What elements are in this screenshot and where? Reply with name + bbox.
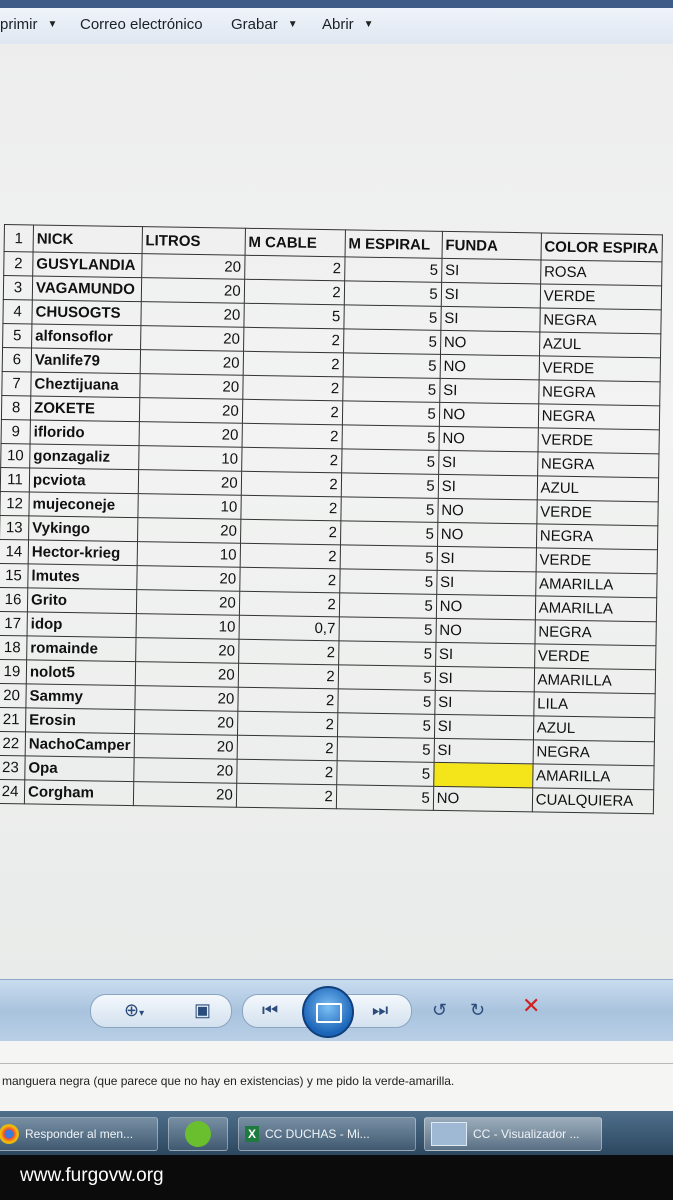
row-number: 5	[3, 323, 32, 347]
cell-litros[interactable]: 20	[138, 470, 241, 496]
cell-litros[interactable]: 20	[135, 662, 238, 688]
header-cable: M CABLE	[245, 228, 345, 257]
cell-color[interactable]: VERDE	[538, 428, 660, 454]
row-number: 3	[3, 276, 32, 300]
cell-color[interactable]: VERDE	[536, 548, 658, 574]
cell-cable[interactable]: 2	[242, 399, 342, 425]
task-photo-viewer[interactable]	[424, 1117, 602, 1151]
cell-nick[interactable]: Grito	[27, 588, 136, 614]
open-menu[interactable]	[322, 16, 374, 33]
cell-cable[interactable]: 2	[242, 375, 342, 401]
cell-nick[interactable]: nolot5	[26, 660, 135, 686]
cell-color[interactable]: VERDE	[540, 284, 662, 310]
cell-nick[interactable]: NachoCamper	[25, 732, 134, 758]
cell-nick[interactable]: pcviota	[29, 468, 138, 494]
cell-color[interactable]: NEGRA	[538, 404, 660, 430]
cell-espiral[interactable]: 5	[341, 497, 438, 523]
cell-funda[interactable]: NO	[439, 402, 538, 428]
cell-nick[interactable]: VAGAMUNDO	[32, 276, 141, 302]
cell-funda[interactable]: SI	[441, 306, 540, 332]
cell-espiral[interactable]: 5	[336, 761, 433, 787]
cell-espiral[interactable]: 5	[339, 617, 436, 643]
cell-funda[interactable]: NO	[439, 426, 538, 452]
row-number: 15	[0, 563, 28, 587]
cell-cable[interactable]: 2	[238, 663, 338, 689]
cell-nick[interactable]: Opa	[25, 756, 134, 782]
cell-cable[interactable]: 5	[244, 303, 344, 329]
cell-litros[interactable]: 10	[136, 614, 239, 640]
cell-nick[interactable]: Hector-krieg	[28, 540, 137, 566]
rotate-right-icon[interactable]: ↻	[470, 1000, 486, 1020]
cell-cable[interactable]: 2	[237, 711, 337, 737]
cell-color[interactable]: VERDE	[534, 644, 656, 670]
cell-litros[interactable]: 20	[133, 758, 236, 784]
cell-litros[interactable]: 20	[136, 566, 239, 592]
cell-cable[interactable]: 2	[241, 495, 341, 521]
taskbar	[0, 1111, 673, 1155]
task-label: Responder al men...	[25, 1127, 134, 1141]
cell-cable[interactable]: 2	[237, 735, 337, 761]
cell-funda[interactable]: SI	[435, 666, 534, 692]
cell-funda[interactable]: SI	[435, 642, 534, 668]
cell-cable[interactable]: 2	[242, 423, 342, 449]
cell-cable[interactable]: 2	[236, 783, 336, 809]
caret-down-icon[interactable]: ▼	[47, 19, 58, 30]
cell-espiral[interactable]: 5	[344, 257, 441, 283]
row-number: 6	[2, 347, 31, 371]
header-funda: FUNDA	[442, 231, 541, 260]
cell-color[interactable]: AZUL	[537, 476, 659, 502]
cell-nick[interactable]: romainde	[27, 636, 136, 662]
cell-espiral[interactable]: 5	[341, 473, 438, 499]
cell-color[interactable]: VERDE	[537, 500, 659, 526]
cell-funda[interactable]: NO	[440, 330, 539, 356]
cell-funda[interactable]: SI	[434, 738, 533, 764]
row-number: 8	[1, 395, 30, 419]
header-nick: NICK	[33, 225, 142, 254]
cell-espiral[interactable]: 5	[344, 281, 441, 307]
cell-espiral[interactable]: 5	[337, 737, 434, 763]
cell-espiral[interactable]: 5	[338, 689, 435, 715]
print-label: primir	[0, 16, 38, 33]
cell-color[interactable]: AZUL	[539, 332, 661, 358]
task-excel[interactable]	[238, 1117, 416, 1151]
cell-color[interactable]: CUALQUIERA	[532, 788, 654, 814]
row-number: 17	[0, 611, 27, 635]
task-label: CC DUCHAS - Mi...	[265, 1127, 370, 1141]
cell-nick[interactable]: Cheztijuana	[31, 372, 140, 398]
cell-litros[interactable]: 20	[133, 782, 236, 808]
row-number: 21	[0, 707, 26, 731]
cell-nick[interactable]: lmutes	[28, 564, 137, 590]
cell-funda[interactable]: SI	[437, 546, 536, 572]
cell-color[interactable]: AMARILLA	[535, 572, 657, 598]
row-number: 16	[0, 587, 28, 611]
spreadsheet	[0, 224, 663, 814]
utorrent-icon	[185, 1121, 211, 1147]
cell-cable[interactable]: 2	[241, 471, 341, 497]
cell-litros[interactable]: 20	[137, 518, 240, 544]
cell-espiral[interactable]: 5	[343, 353, 440, 379]
task-chrome[interactable]	[0, 1117, 158, 1151]
row-number: 14	[0, 539, 29, 563]
cell-cable[interactable]: 2	[241, 447, 341, 473]
cell-nick[interactable]: Erosin	[26, 708, 135, 734]
cell-color[interactable]: NEGRA	[533, 740, 655, 766]
cell-litros[interactable]: 20	[141, 278, 244, 304]
watermark-text: www.furgovw.org	[20, 1165, 164, 1186]
cell-litros[interactable]: 20	[134, 734, 237, 760]
cell-espiral[interactable]: 5	[341, 449, 438, 475]
cell-funda[interactable]: NO	[436, 618, 535, 644]
cell-espiral[interactable]: 5	[339, 569, 436, 595]
cell-cable[interactable]: 2	[244, 255, 344, 281]
divider	[0, 1063, 673, 1064]
header-litros: LITROS	[142, 227, 245, 256]
cell-espiral[interactable]: 5	[337, 713, 434, 739]
row-number: 18	[0, 635, 27, 659]
viewer-toolbar	[0, 0, 673, 45]
cell-litros[interactable]: 20	[135, 686, 238, 712]
spreadsheet-table	[0, 224, 663, 814]
cell-nick[interactable]: Vykingo	[29, 516, 138, 542]
print-menu[interactable]	[0, 16, 57, 33]
cell-cable[interactable]: 2	[238, 639, 338, 665]
cell-color[interactable]: LILA	[534, 692, 656, 718]
task-label: CC - Visualizador ...	[473, 1127, 580, 1141]
cell-color[interactable]: ROSA	[540, 260, 662, 286]
cell-funda[interactable]: SI	[434, 714, 533, 740]
burn-menu[interactable]	[231, 16, 298, 33]
row-number: 7	[2, 371, 31, 395]
zoom-icon[interactable]: ⊕▾	[124, 1000, 145, 1020]
cell-funda[interactable]: NO	[440, 354, 539, 380]
cell-cable[interactable]: 2	[240, 519, 340, 545]
row-number: 12	[0, 491, 29, 515]
open-label: Abrir	[322, 16, 354, 33]
cell-nick[interactable]: Vanlife79	[31, 348, 140, 374]
cell-espiral[interactable]: 5	[344, 305, 441, 331]
fit-icon[interactable]: ▣	[194, 1000, 212, 1020]
background-window	[0, 1041, 673, 1111]
slideshow-icon[interactable]	[302, 986, 354, 1038]
cell-funda[interactable]: SI	[436, 570, 535, 596]
cell-litros[interactable]: 20	[134, 710, 237, 736]
row-number: 24	[0, 779, 25, 803]
cell-litros[interactable]: 10	[138, 446, 241, 472]
next-icon[interactable]: ⏭	[372, 1000, 389, 1020]
row-number: 1	[4, 225, 33, 252]
cell-cable[interactable]: 2	[243, 351, 343, 377]
cell-funda[interactable]	[433, 762, 532, 788]
row-number: 22	[0, 731, 26, 755]
row-number: 20	[0, 683, 26, 707]
cell-funda[interactable]: SI	[435, 690, 534, 716]
email-label: Correo electrónico	[80, 16, 203, 33]
cell-funda[interactable]: NO	[437, 522, 536, 548]
cell-cable[interactable]: 2	[239, 567, 339, 593]
cell-espiral[interactable]: 5	[343, 329, 440, 355]
cell-litros[interactable]: 20	[141, 254, 244, 280]
cell-funda[interactable]: NO	[436, 594, 535, 620]
caret-down-icon[interactable]: ▼	[287, 19, 298, 30]
cell-litros[interactable]: 20	[140, 350, 243, 376]
chrome-icon	[0, 1124, 19, 1144]
cell-cable[interactable]: 2	[243, 327, 343, 353]
photo-viewer-icon	[431, 1122, 467, 1146]
viewer-controls	[0, 979, 673, 1042]
cell-litros[interactable]: 20	[136, 590, 239, 616]
cell-espiral[interactable]: 5	[338, 641, 435, 667]
cell-funda[interactable]: NO	[433, 786, 532, 812]
row-number: 19	[0, 659, 27, 683]
cell-funda[interactable]: SI	[439, 378, 538, 404]
cell-litros[interactable]: 20	[141, 302, 244, 328]
watermark-bar	[0, 1155, 673, 1200]
cell-color[interactable]: NEGRA	[540, 308, 662, 334]
cell-litros[interactable]: 20	[139, 398, 242, 424]
cell-litros[interactable]: 10	[137, 542, 240, 568]
cell-color[interactable]: AMARILLA	[534, 668, 656, 694]
cell-color[interactable]: AZUL	[533, 716, 655, 742]
cell-litros[interactable]: 20	[139, 422, 242, 448]
cell-espiral[interactable]: 5	[342, 425, 439, 451]
row-number: 9	[1, 419, 30, 443]
row-number: 2	[4, 252, 33, 276]
caret-down-icon[interactable]: ▼	[363, 19, 374, 30]
header-color: COLOR ESPIRA	[541, 233, 663, 262]
cell-color[interactable]: VERDE	[539, 356, 661, 382]
cell-espiral[interactable]: 5	[340, 545, 437, 571]
cell-nick[interactable]: idop	[27, 612, 136, 638]
cell-nick[interactable]: CHUSOGTS	[32, 300, 141, 326]
row-number: 13	[0, 515, 29, 539]
row-number: 11	[0, 467, 29, 491]
cell-nick[interactable]: mujeconeje	[29, 492, 138, 518]
row-number: 4	[3, 299, 32, 323]
cell-funda[interactable]: SI	[438, 450, 537, 476]
cell-color[interactable]: NEGRA	[536, 524, 658, 550]
excel-icon: X	[245, 1126, 259, 1142]
cell-espiral[interactable]: 5	[342, 377, 439, 403]
cell-color[interactable]: NEGRA	[538, 380, 660, 406]
row-number: 23	[0, 755, 25, 779]
delete-icon[interactable]: ✕	[522, 993, 541, 1018]
cell-espiral[interactable]: 5	[338, 665, 435, 691]
cell-nick[interactable]: Corgham	[24, 780, 133, 806]
row-number: 10	[1, 443, 30, 467]
cell-nick[interactable]: ZOKETE	[30, 396, 139, 422]
cell-cable[interactable]: 0,7	[239, 615, 339, 641]
cell-cable[interactable]: 2	[239, 591, 339, 617]
cell-litros[interactable]: 20	[135, 638, 238, 664]
window-top-strip	[0, 0, 673, 8]
cell-espiral[interactable]: 5	[340, 521, 437, 547]
cell-funda[interactable]: SI	[438, 474, 537, 500]
cell-funda[interactable]: NO	[438, 498, 537, 524]
burn-label: Grabar	[231, 16, 278, 33]
header-espiral: M ESPIRAL	[345, 230, 442, 259]
cell-litros[interactable]: 10	[138, 494, 241, 520]
cell-nick[interactable]: gonzagaliz	[30, 444, 139, 470]
task-utorrent[interactable]	[168, 1117, 228, 1151]
email-button[interactable]	[80, 16, 203, 33]
cell-espiral[interactable]: 5	[339, 593, 436, 619]
message-text: manguera negra (que parece que no hay en existencias) y me pido la verde-amarilla.	[2, 1074, 455, 1088]
cell-cable[interactable]: 2	[238, 687, 338, 713]
cell-funda[interactable]: SI	[441, 282, 540, 308]
cell-color[interactable]: NEGRA	[535, 620, 657, 646]
cell-color[interactable]: AMARILLA	[535, 596, 657, 622]
rotate-left-icon[interactable]: ↺	[432, 1000, 448, 1020]
previous-icon[interactable]: ⏮	[262, 1000, 279, 1020]
cell-nick[interactable]: iflorido	[30, 420, 139, 446]
cell-funda[interactable]: SI	[441, 258, 540, 284]
cell-espiral[interactable]: 5	[342, 401, 439, 427]
cell-nick[interactable]: alfonsoflor	[32, 324, 141, 350]
cell-color[interactable]: NEGRA	[537, 452, 659, 478]
cell-cable[interactable]: 2	[236, 759, 336, 785]
cell-nick[interactable]: Sammy	[26, 684, 135, 710]
cell-nick[interactable]: GUSYLANDIA	[33, 252, 142, 278]
cell-color[interactable]: AMARILLA	[532, 764, 654, 790]
cell-litros[interactable]: 20	[139, 374, 242, 400]
cell-espiral[interactable]: 5	[336, 785, 433, 811]
cell-cable[interactable]: 2	[240, 543, 340, 569]
cell-litros[interactable]: 20	[140, 326, 243, 352]
cell-cable[interactable]: 2	[244, 279, 344, 305]
